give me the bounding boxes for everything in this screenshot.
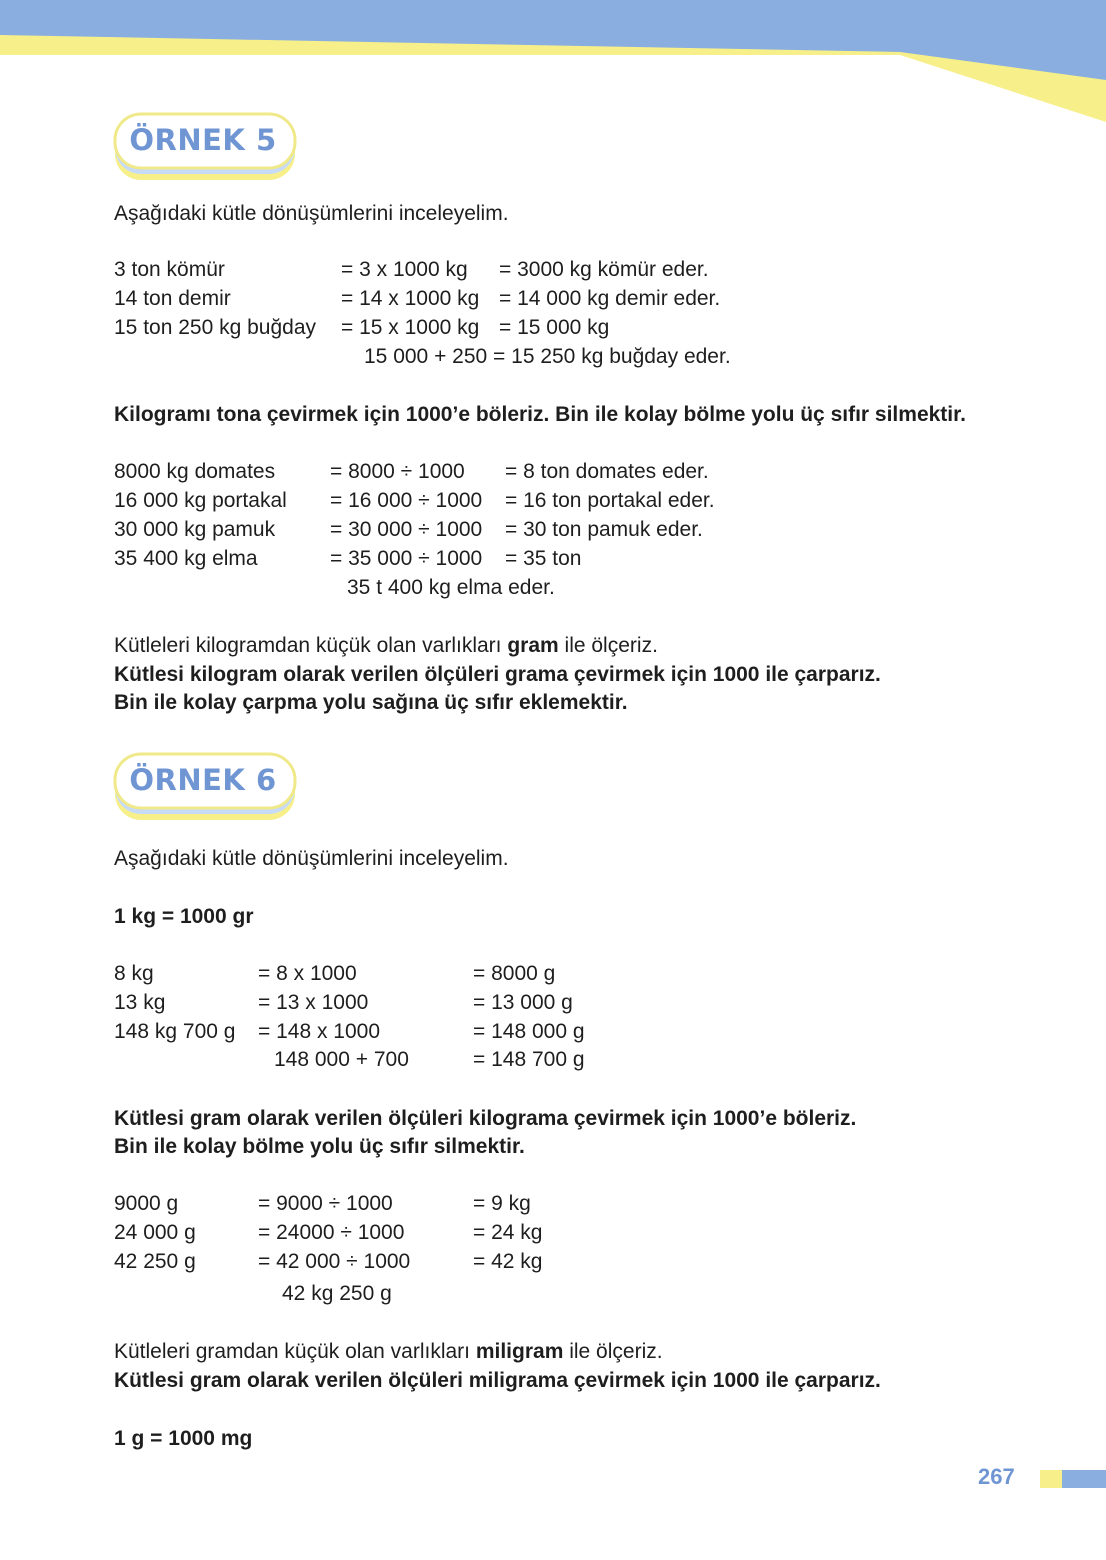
continuation-cell: 15 000 + 250 = 15 250 kg buğday eder. — [364, 345, 731, 368]
quantity-cell: 9000 g — [114, 1192, 179, 1215]
operation-cell: = 3 x 1000 kg — [341, 258, 468, 281]
gram-note-prefix: Kütleleri kilogramdan küçük olan varlıkları — [114, 634, 508, 657]
result-cell: = 42 kg — [473, 1250, 543, 1273]
operation-cell: = 14 x 1000 kg — [341, 287, 480, 310]
operation-cell: = 148 x 1000 — [258, 1020, 381, 1043]
result-cell: = 13 000 g — [473, 991, 573, 1014]
operation-cell: = 42 000 ÷ 1000 — [258, 1250, 411, 1273]
g-to-kg-table — [114, 1190, 714, 1315]
kg-g-identity: 1 kg = 1000 gr — [114, 905, 254, 928]
quantity-cell: 42 250 g — [114, 1250, 196, 1273]
rule-g-to-kg-1: Kütlesi gram olarak verilen ölçüleri kilograma çevirmek için 1000’e böleriz. — [114, 1107, 857, 1130]
operation-cell: = 30 000 ÷ 1000 — [330, 518, 483, 541]
rule-kg-to-g-1: Kütlesi kilogram olarak verilen ölçüleri grama çevirmek için 1000 ile çarparız. — [114, 663, 881, 686]
example5-badge — [112, 112, 298, 184]
operation-cell: 148 000 + 700 — [274, 1048, 409, 1071]
example5-title: ÖRNEK 5 — [129, 123, 277, 157]
example6-title: ÖRNEK 6 — [129, 763, 277, 797]
page-number: 267 — [978, 1464, 1015, 1489]
quantity-cell: 148 kg 700 g — [114, 1020, 236, 1043]
milligram-note — [114, 1338, 663, 1366]
operation-cell: = 8000 ÷ 1000 — [330, 460, 465, 483]
rule-kg-to-ton: Kilogramı tona çevirmek için 1000’e böleriz. Bin ile kolay bölme yolu üç sıfır silmektir. — [114, 403, 966, 426]
quantity-cell: 13 kg — [114, 991, 166, 1014]
gram-note-keyword: gram — [507, 634, 559, 657]
quantity-cell: 8000 kg domates — [114, 460, 276, 483]
kg-to-g-table — [114, 960, 714, 1080]
result-cell: = 8000 g — [473, 962, 556, 985]
header-band — [0, 0, 1106, 130]
operation-cell: = 13 x 1000 — [258, 991, 369, 1014]
operation-cell: = 8 x 1000 — [258, 962, 357, 985]
quantity-cell: 15 ton 250 kg buğday — [114, 316, 317, 339]
rule-g-to-kg-2: Bin ile kolay bölme yolu üç sıfır silmektir. — [114, 1135, 525, 1158]
rule-g-to-mg: Kütlesi gram olarak verilen ölçüleri miligrama çevirmek için 1000 ile çarparız. — [114, 1369, 881, 1392]
continuation-cell: 35 t 400 kg elma eder. — [347, 576, 555, 599]
footer-yellow-bar — [1040, 1470, 1062, 1488]
result-cell: = 148 000 g — [473, 1020, 585, 1043]
result-cell: = 148 700 g — [473, 1048, 585, 1071]
quantity-cell: 8 kg — [114, 962, 154, 985]
result-cell: = 16 ton portakal eder. — [505, 489, 715, 512]
ton-to-kg-table — [114, 256, 814, 376]
result-cell: = 35 ton — [505, 547, 582, 570]
result-cell: = 3000 kg kömür eder. — [499, 258, 709, 281]
gram-note — [114, 632, 658, 660]
operation-cell: = 35 000 ÷ 1000 — [330, 547, 483, 570]
quantity-cell: 16 000 kg portakal — [114, 489, 287, 512]
result-cell: = 15 000 kg — [499, 316, 610, 339]
kg-to-ton-table — [114, 458, 814, 608]
example6-intro: Aşağıdaki kütle dönüşümlerini inceleyelim. — [114, 847, 509, 870]
operation-cell: = 15 x 1000 kg — [341, 316, 480, 339]
quantity-cell: 30 000 kg pamuk — [114, 518, 276, 541]
operation-cell: = 9000 ÷ 1000 — [258, 1192, 393, 1215]
footer-blue-bar — [1062, 1470, 1106, 1488]
operation-cell: = 16 000 ÷ 1000 — [330, 489, 483, 512]
operation-cell: = 24000 ÷ 1000 — [258, 1221, 405, 1244]
quantity-cell: 35 400 kg elma — [114, 547, 258, 570]
mg-note-suffix: ile ölçeriz. — [563, 1340, 663, 1363]
quantity-cell: 3 ton kömür — [114, 258, 225, 281]
g-mg-identity: 1 g = 1000 mg — [114, 1427, 253, 1450]
mg-note-prefix: Kütleleri gramdan küçük olan varlıkları — [114, 1340, 476, 1363]
rule-kg-to-g-2: Bin ile kolay çarpma yolu sağına üç sıfır eklemektir. — [114, 691, 628, 714]
quantity-cell: 24 000 g — [114, 1221, 196, 1244]
result-cell: = 30 ton pamuk eder. — [505, 518, 703, 541]
quantity-cell: 14 ton demir — [114, 287, 231, 310]
result-cell: = 14 000 kg demir eder. — [499, 287, 721, 310]
result-cell: = 24 kg — [473, 1221, 543, 1244]
continuation-cell: 42 kg 250 g — [282, 1282, 392, 1305]
gram-note-suffix: ile ölçeriz. — [558, 634, 658, 657]
result-cell: = 8 ton domates eder. — [505, 460, 709, 483]
result-cell: = 9 kg — [473, 1192, 531, 1215]
example5-intro: Aşağıdaki kütle dönüşümlerini inceleyelim. — [114, 202, 509, 225]
example6-badge — [112, 752, 298, 824]
mg-note-keyword: miligram — [475, 1340, 564, 1363]
